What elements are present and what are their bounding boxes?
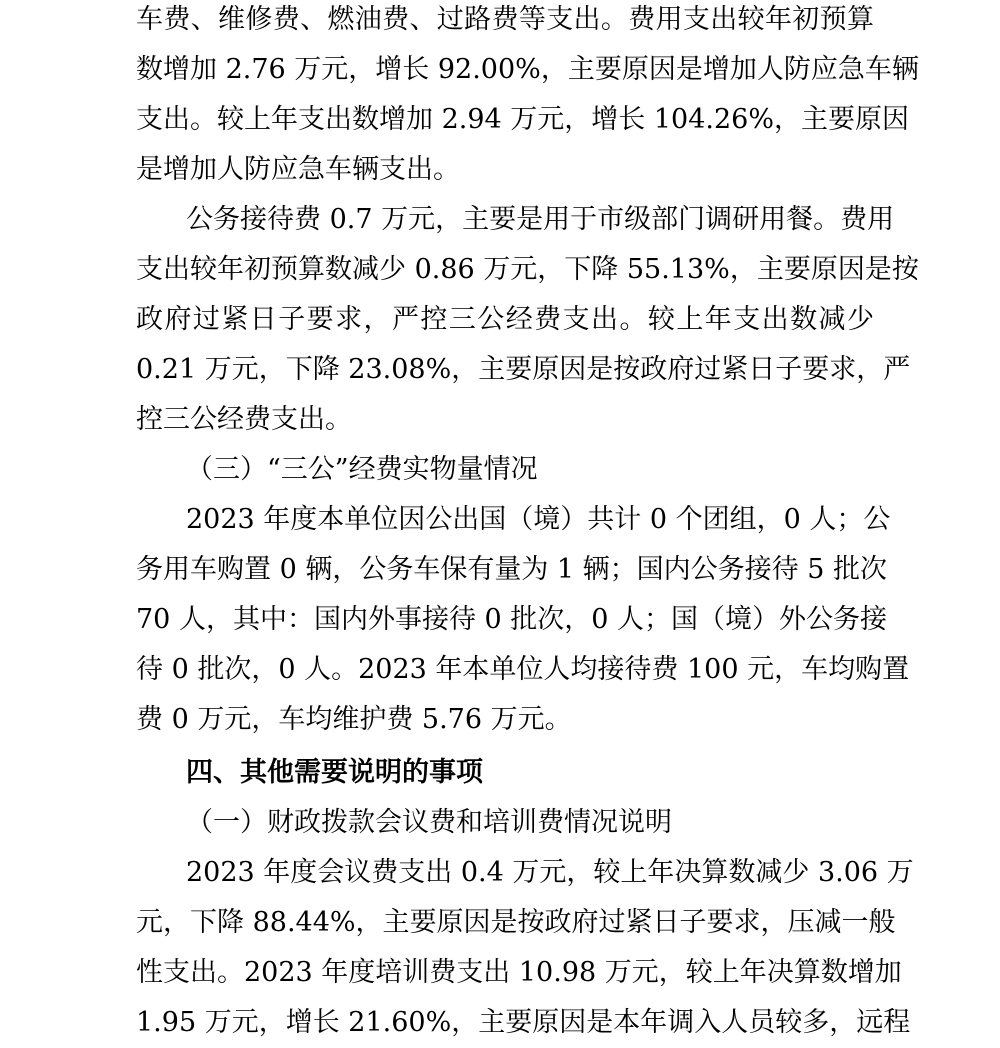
paragraph-line: 性支出。2023 年度培训费支出 10.98 万元，较上年决算数增加 [136,957,902,988]
paragraph-line: 政府过紧日子要求，严控三公经费支出。较上年支出数减少 [136,304,874,335]
paragraph-line: 车费、维修费、燃油费、过路费等支出。费用支出较年初预算 [136,4,874,35]
paragraph-line: 费 0 万元，车均维护费 5.76 万元。 [136,704,572,735]
paragraph-line: 公务接待费 0.7 万元，主要是用于市级部门调研用餐。费用 [186,204,895,235]
paragraph-line: 是增加人防应急车辆支出。 [136,154,460,185]
paragraph-line: 务用车购置 0 辆，公务车保有量为 1 辆；国内公务接待 5 批次 [136,554,888,585]
paragraph-line: 1.95 万元，增长 21.60%，主要原因是本年调入人员较多，远程 [136,1007,911,1038]
paragraph-line: 元，下降 88.44%，主要原因是按政府过紧日子要求，压减一般 [136,907,896,938]
paragraph-line: 2023 年度本单位因公出国（境）共计 0 个团组，0 人；公 [186,504,891,535]
paragraph-line: 0.21 万元，下降 23.08%，主要原因是按政府过紧日子要求，严 [136,354,911,385]
paragraph-line: 控三公经费支出。 [136,404,352,435]
paragraph-line: 支出较年初预算数减少 0.86 万元，下降 55.13%，主要原因是按 [136,254,919,285]
paragraph-line: 70 人，其中：国内外事接待 0 批次，0 人；国（境）外公务接 [136,604,888,635]
paragraph-line: 待 0 批次，0 人。2023 年本单位人均接待费 100 元，车均购置 [136,654,910,685]
paragraph-line: 数增加 2.76 万元，增长 92.00%，主要原因是增加人防应急车辆 [136,54,919,85]
paragraph-line: 支出。较上年支出数增加 2.94 万元，增长 104.26%，主要原因 [136,104,909,135]
subsection-heading: （一）财政拨款会议费和培训费情况说明 [186,807,672,838]
section-heading-bold: 四、其他需要说明的事项 [186,757,483,788]
paragraph-line: 2023 年度会议费支出 0.4 万元，较上年决算数减少 3.06 万 [186,857,914,888]
section-heading: （三）“三公”经费实物量情况 [186,454,538,485]
